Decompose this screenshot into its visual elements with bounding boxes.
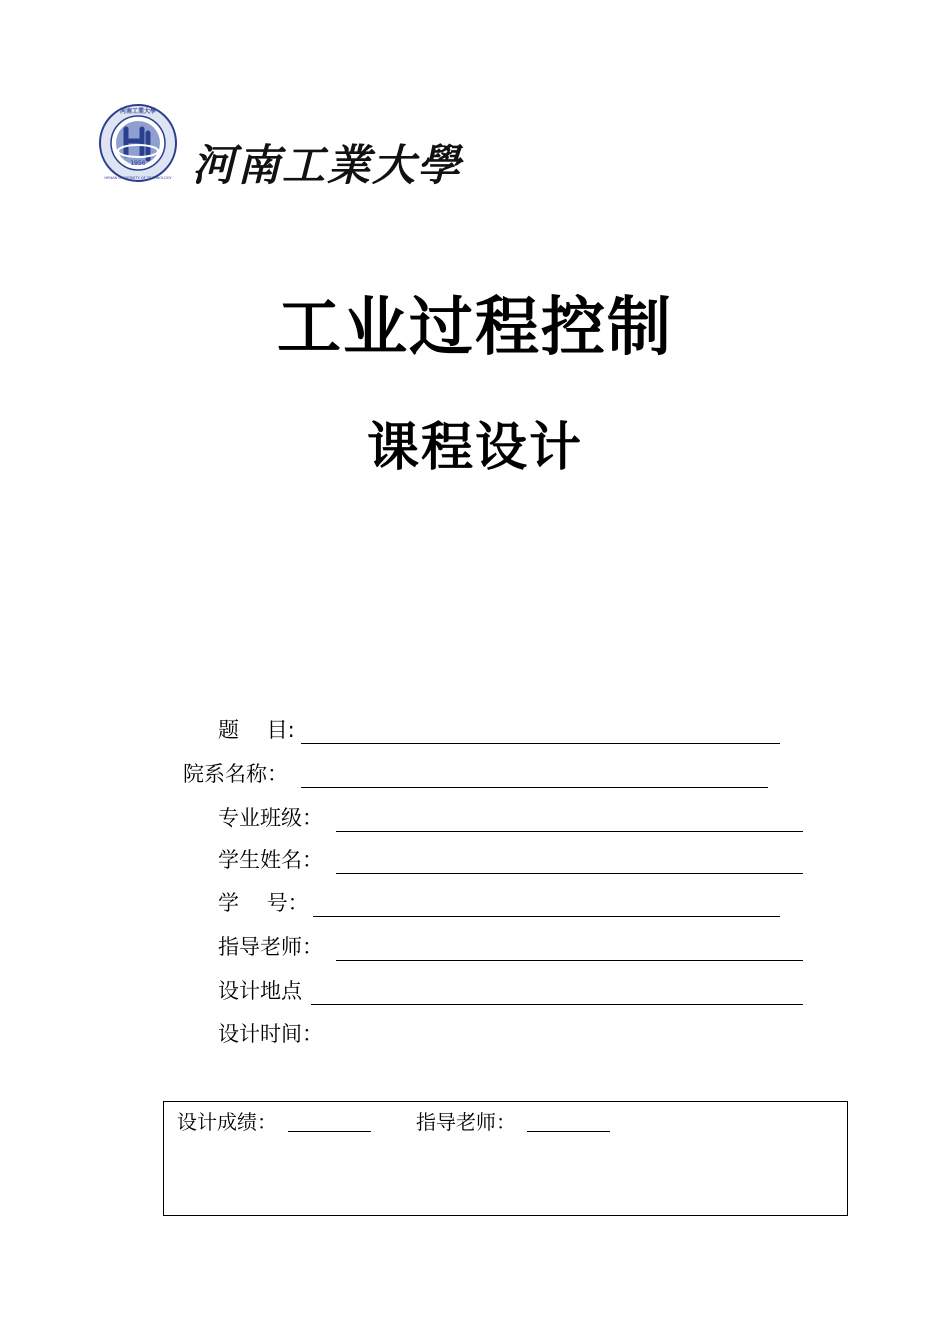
grade-advisor-field[interactable] [527, 1131, 610, 1132]
student-name-label: 学生姓名： [218, 848, 323, 872]
location-field[interactable] [311, 1004, 803, 1005]
student-id-field[interactable] [313, 916, 780, 917]
seal-ring-text: HENAN UNIVERSITY OF TECHNOLOGY [104, 176, 172, 180]
department-label: 院系名称： [183, 762, 288, 786]
form-row-major-class [218, 804, 803, 832]
location-label: 设计地点 [218, 979, 302, 1003]
grade-advisor-label: 指导老师： [416, 1110, 516, 1134]
course-title: 工业过程控制 [277, 291, 673, 365]
student-name-field[interactable] [336, 873, 803, 874]
grade-field[interactable] [288, 1131, 371, 1132]
form-row-student-id [218, 889, 780, 917]
department-field[interactable] [301, 787, 768, 788]
seal-top-text: 河南工業大學 [119, 108, 157, 115]
course-subtitle: 课程设计 [366, 418, 583, 478]
form-row-location [218, 977, 803, 1005]
advisor-field[interactable] [336, 960, 803, 961]
topic-field[interactable] [301, 743, 780, 744]
major-class-label: 专业班级： [218, 806, 323, 830]
form-row-advisor [218, 933, 803, 961]
time-label: 设计时间： [218, 1022, 323, 1046]
form-row-time [218, 1020, 418, 1048]
grade-box [163, 1101, 848, 1216]
major-class-field[interactable] [336, 831, 803, 832]
grade-label: 设计成绩： [177, 1110, 277, 1134]
university-seal-icon [98, 103, 178, 183]
form-row-department [183, 760, 768, 788]
seal-year: 1956 [130, 160, 146, 167]
advisor-label: 指导老师： [218, 935, 323, 959]
topic-label: 题 目: [218, 718, 295, 742]
student-id-label: 学 号： [218, 891, 309, 915]
university-name: 河南工業大學 [192, 141, 462, 191]
form-row-topic [218, 716, 780, 744]
form-row-student-name [218, 846, 803, 874]
